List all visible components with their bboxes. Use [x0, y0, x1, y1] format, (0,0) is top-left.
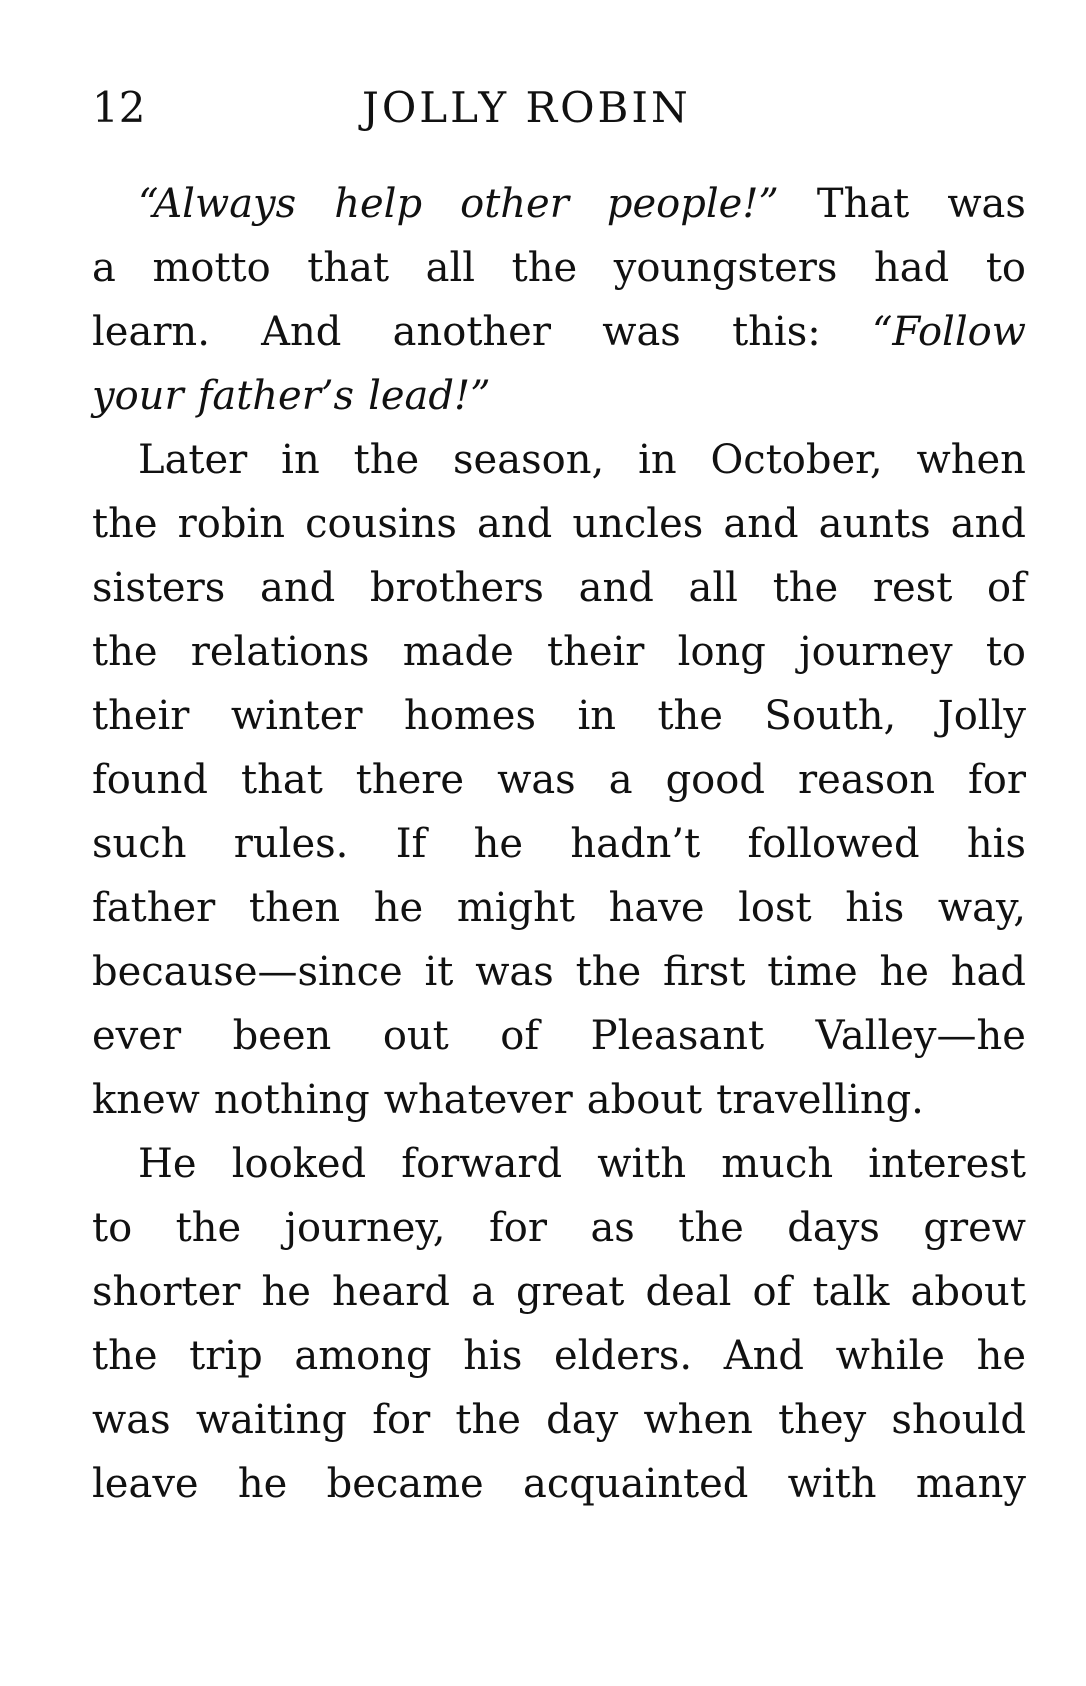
text-line: [92, 876, 1026, 940]
word: while: [835, 1333, 945, 1379]
word: when: [643, 1397, 753, 1443]
word: robin: [177, 501, 285, 547]
word: for: [372, 1397, 431, 1443]
text-line: [92, 1132, 1026, 1196]
word: their: [547, 629, 645, 675]
word: way,: [937, 885, 1026, 931]
text-line: [92, 556, 1026, 620]
word: have: [608, 885, 705, 931]
word: it: [424, 949, 454, 995]
word: and: [259, 565, 336, 611]
word: the: [92, 1333, 158, 1379]
word: season,: [453, 437, 605, 483]
word: shorter: [92, 1269, 241, 1315]
word: father’s: [197, 373, 355, 419]
word: the: [455, 1397, 521, 1443]
word: day: [546, 1397, 619, 1443]
word: father: [92, 885, 216, 931]
word: he: [373, 885, 424, 931]
text-line: [92, 748, 1026, 812]
word: interest: [868, 1141, 1026, 1187]
word: waiting: [195, 1397, 347, 1443]
word: a: [92, 245, 116, 291]
word: should: [891, 1397, 1026, 1443]
word: grew: [923, 1205, 1026, 1251]
text-line: [92, 1324, 1026, 1388]
word: this:: [732, 309, 821, 355]
word: sisters: [92, 565, 226, 611]
word: the: [772, 565, 839, 611]
word: many: [915, 1461, 1026, 1507]
running-head: [92, 78, 1026, 138]
word: his: [463, 1333, 523, 1379]
word: October,: [710, 437, 883, 483]
word: became: [326, 1461, 484, 1507]
text-line: [92, 300, 1026, 364]
word: his: [845, 885, 905, 931]
text-line: [92, 1260, 1026, 1324]
word: he: [976, 1333, 1026, 1379]
word: in: [281, 437, 320, 483]
word: youngsters: [613, 245, 838, 291]
word: forward: [401, 1141, 563, 1187]
word: made: [402, 629, 514, 675]
word: much: [721, 1141, 834, 1187]
word: another: [392, 309, 551, 355]
text-line: [92, 364, 1026, 428]
word: for: [967, 757, 1026, 803]
text-line: [92, 492, 1026, 556]
word: And: [723, 1333, 805, 1379]
word: Later: [138, 437, 248, 483]
word: uncles: [572, 501, 704, 547]
word: heard: [331, 1269, 450, 1315]
word: first: [662, 949, 746, 995]
word: acquainted: [523, 1461, 749, 1507]
body-text: [92, 172, 1026, 1516]
word: to: [92, 1205, 133, 1251]
word: was: [947, 181, 1026, 227]
word: South,: [764, 693, 897, 739]
word: other: [460, 181, 569, 227]
word: winter: [230, 693, 363, 739]
word: that: [241, 757, 323, 803]
word: elders.: [554, 1333, 693, 1379]
text-line: [92, 1196, 1026, 1260]
word: was: [92, 1397, 171, 1443]
word: “Follow: [871, 309, 1026, 355]
word: the: [175, 1205, 242, 1251]
word: the: [353, 437, 420, 483]
word: That: [816, 181, 910, 227]
word: with: [597, 1141, 687, 1187]
word: reason: [797, 757, 935, 803]
word: they: [778, 1397, 867, 1443]
word: trip: [189, 1333, 263, 1379]
word: learn.: [92, 309, 210, 355]
word: people!”: [606, 181, 779, 227]
word: hadn’t: [570, 821, 701, 867]
word: when: [916, 437, 1026, 483]
text-line: [92, 236, 1026, 300]
word: been: [232, 1013, 332, 1059]
word: and: [950, 501, 1026, 547]
word: and: [723, 501, 799, 547]
word: travelling.: [716, 1077, 924, 1123]
word: followed: [747, 821, 920, 867]
word: And: [261, 309, 342, 355]
word: lead!”: [368, 373, 491, 419]
word: deal: [645, 1269, 732, 1315]
word: had: [950, 949, 1026, 995]
word: whatever: [383, 1077, 573, 1123]
word: long: [677, 629, 766, 675]
word: he: [879, 949, 929, 995]
word: he: [237, 1461, 288, 1507]
word: journey,: [284, 1205, 446, 1251]
word: brothers: [369, 565, 544, 611]
word: a: [471, 1269, 495, 1315]
word: about: [586, 1077, 703, 1123]
word: your: [92, 373, 184, 419]
word: Jolly: [937, 693, 1026, 739]
word: because—since: [92, 949, 403, 995]
word: days: [787, 1205, 880, 1251]
book-title: JOLLY ROBIN: [362, 83, 691, 132]
word: the: [92, 629, 158, 675]
word: he: [261, 1269, 311, 1315]
word: was: [475, 949, 554, 995]
word: “Always: [138, 181, 297, 227]
word: the: [657, 693, 723, 739]
word: such: [92, 821, 187, 867]
word: and: [477, 501, 553, 547]
word: Valley—he: [815, 1013, 1026, 1059]
text-line: [92, 1452, 1026, 1516]
word: ever: [92, 1013, 182, 1059]
word: with: [787, 1461, 877, 1507]
word: he: [473, 821, 524, 867]
word: nothing: [213, 1077, 370, 1123]
word: homes: [404, 693, 536, 739]
word: He: [138, 1141, 197, 1187]
word: talk: [812, 1269, 890, 1315]
text-line: [92, 428, 1026, 492]
word: aunts: [818, 501, 931, 547]
word: his: [966, 821, 1026, 867]
word: the: [511, 245, 578, 291]
word: the: [575, 949, 642, 995]
word: help: [334, 181, 423, 227]
word: leave: [92, 1461, 199, 1507]
word: their: [92, 693, 190, 739]
word: was: [602, 309, 681, 355]
word: cousins: [305, 501, 457, 547]
word: might: [456, 885, 575, 931]
word: time: [767, 949, 858, 995]
text-line: [92, 1388, 1026, 1452]
word: looked: [231, 1141, 367, 1187]
word: rules.: [233, 821, 349, 867]
word: found: [92, 757, 209, 803]
text-line: [92, 1068, 1026, 1132]
word: to: [985, 629, 1026, 675]
word: about: [910, 1269, 1026, 1315]
word: of: [987, 565, 1026, 611]
word: rest: [872, 565, 953, 611]
word: all: [688, 565, 738, 611]
word: Pleasant: [590, 1013, 765, 1059]
word: among: [294, 1333, 432, 1379]
word: was: [497, 757, 576, 803]
word: then: [248, 885, 341, 931]
word: there: [355, 757, 465, 803]
word: that: [307, 245, 390, 291]
word: If: [395, 821, 427, 867]
word: motto: [152, 245, 271, 291]
word: the: [678, 1205, 744, 1251]
page-number: 12: [92, 83, 146, 132]
word: the: [92, 501, 158, 547]
word: journey: [799, 629, 953, 675]
text-line: [92, 620, 1026, 684]
word: knew: [92, 1077, 200, 1123]
word: of: [752, 1269, 792, 1315]
word: in: [577, 693, 616, 739]
word: as: [590, 1205, 635, 1251]
word: in: [638, 437, 677, 483]
text-line: [92, 172, 1026, 236]
word: and: [578, 565, 654, 611]
word: had: [874, 245, 950, 291]
word: all: [425, 245, 476, 291]
word: to: [985, 245, 1026, 291]
word: for: [488, 1205, 547, 1251]
word: of: [500, 1013, 540, 1059]
word: good: [665, 757, 765, 803]
word: great: [516, 1269, 625, 1315]
word: relations: [190, 629, 370, 675]
text-line: [92, 1004, 1026, 1068]
word: a: [608, 757, 633, 803]
text-line: [92, 812, 1026, 876]
text-line: [92, 940, 1026, 1004]
word: out: [382, 1013, 449, 1059]
word: lost: [738, 885, 812, 931]
text-line: [92, 684, 1026, 748]
